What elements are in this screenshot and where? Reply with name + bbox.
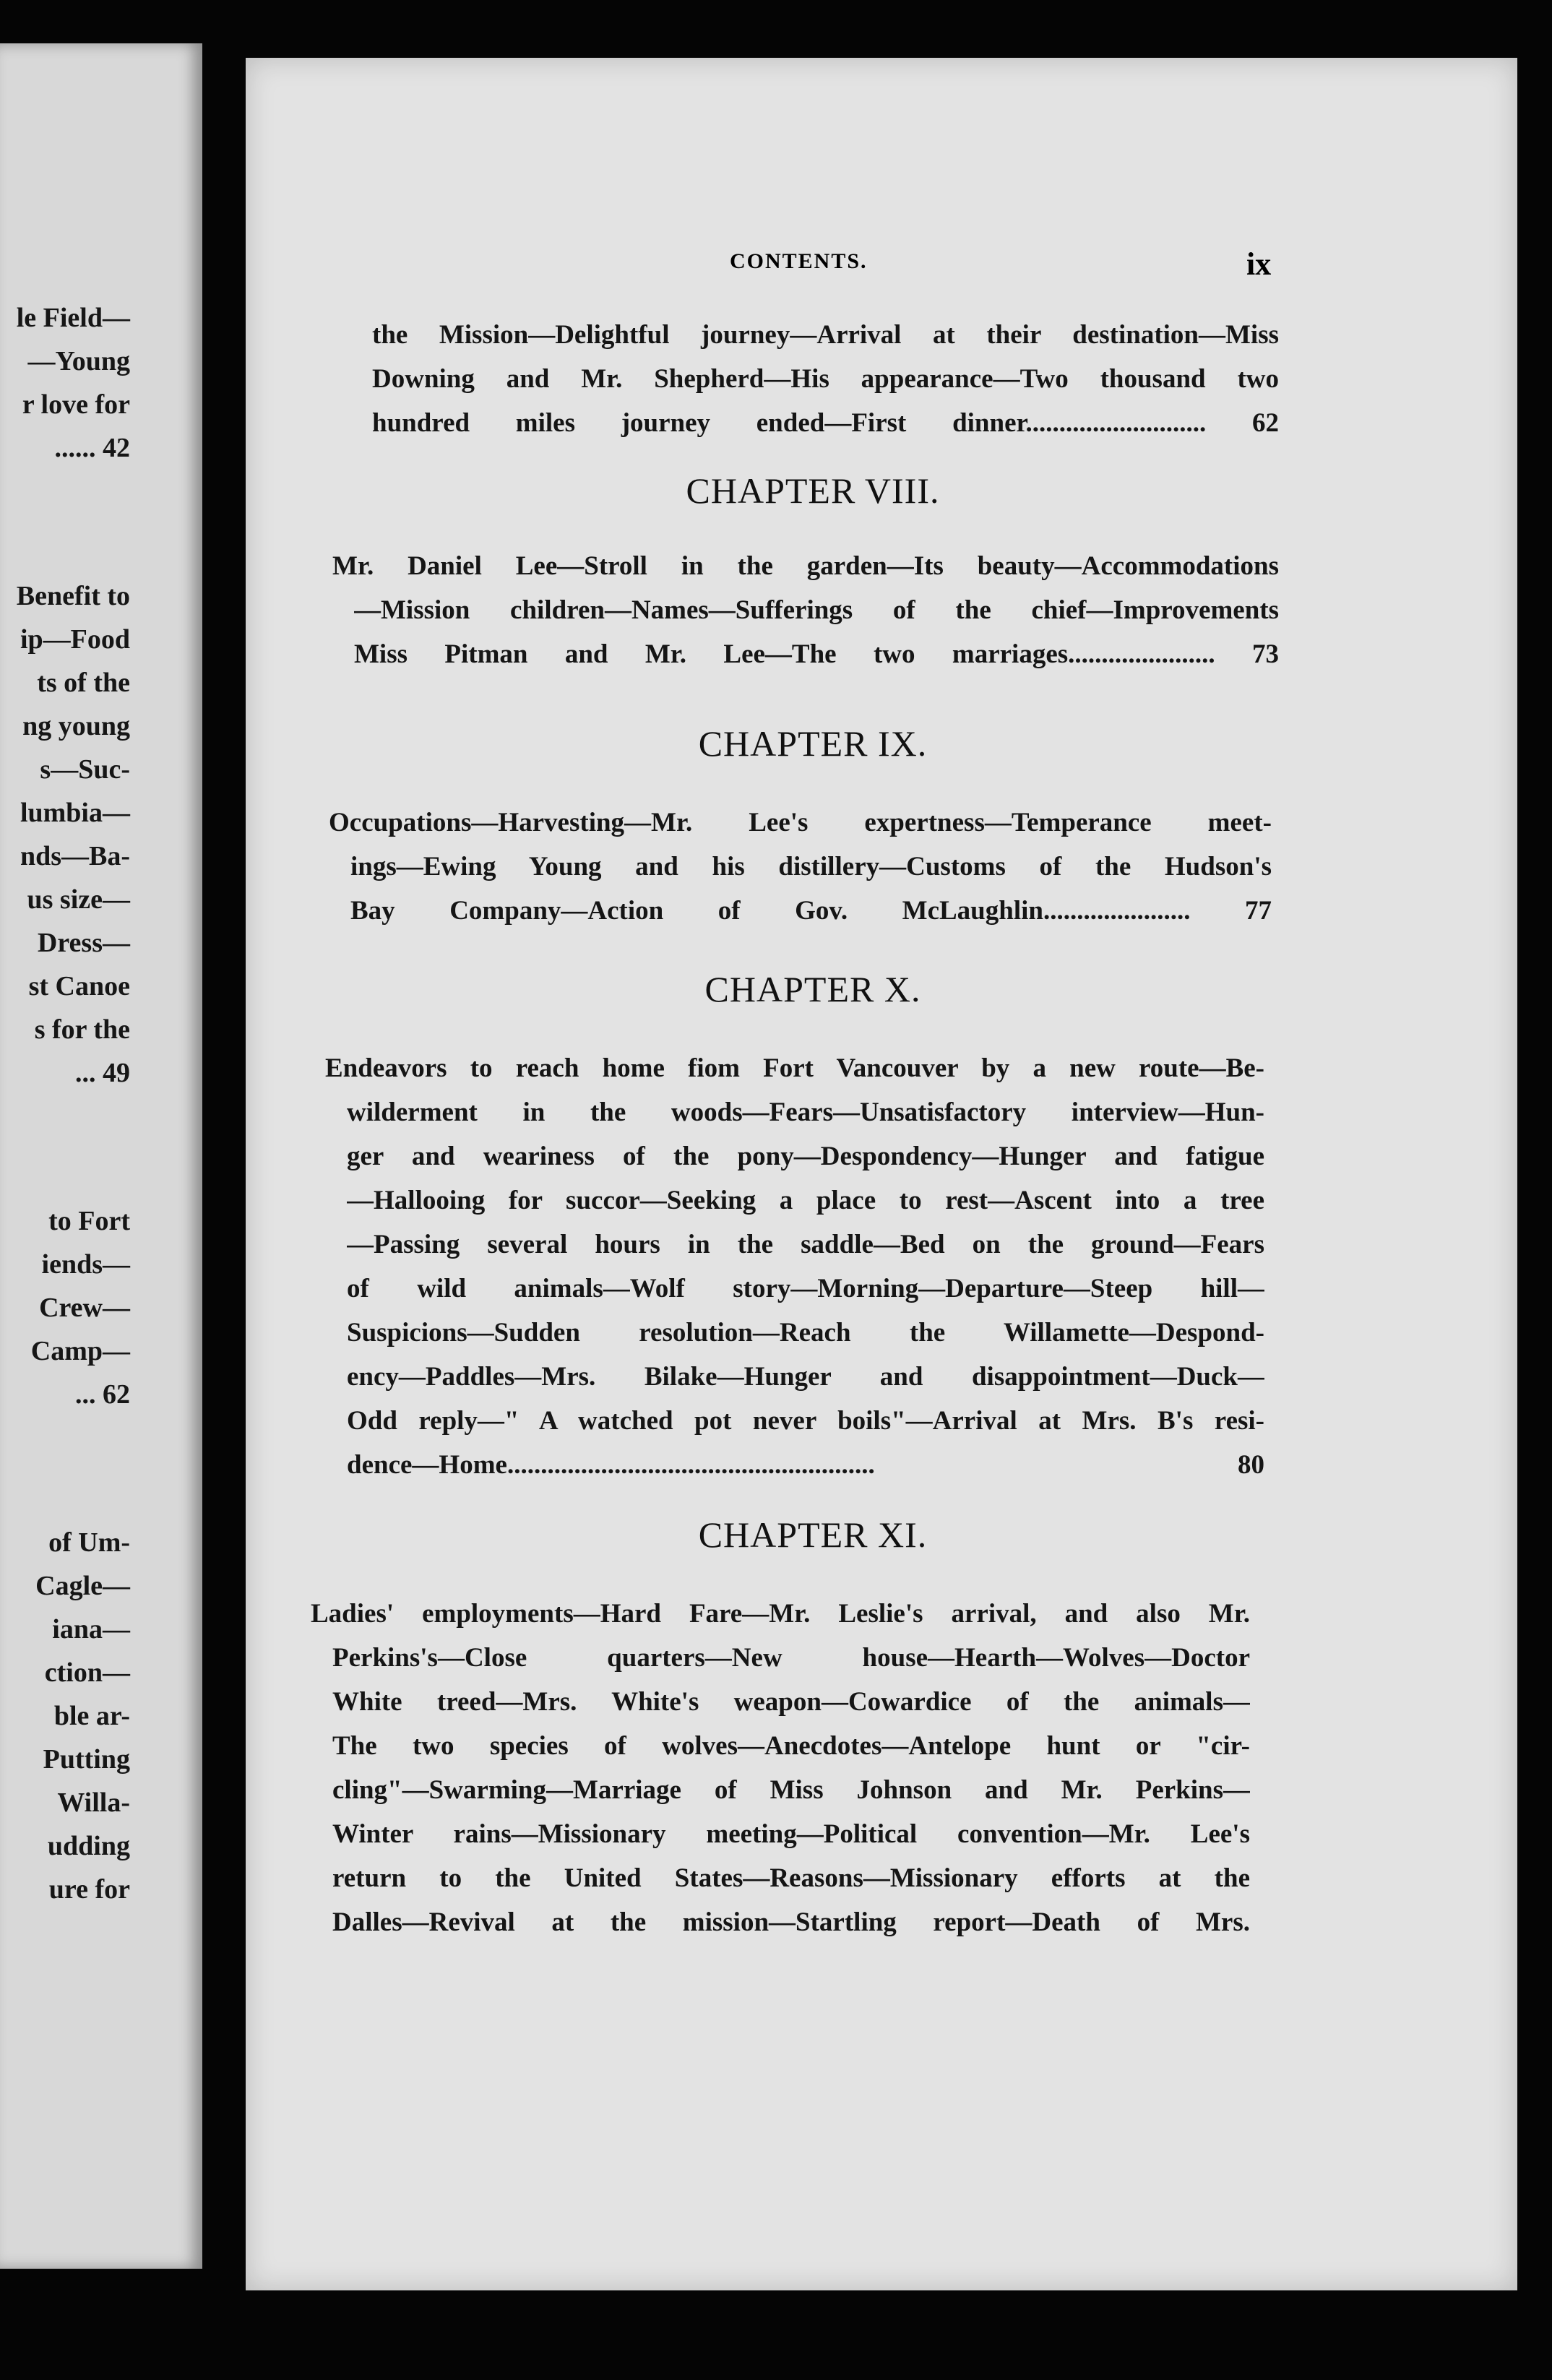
contents-line: Downing and Mr. Shepherd—His appearance—Two thousand two xyxy=(372,364,1279,394)
left-page-line: ng young xyxy=(22,711,130,741)
left-page-line: of Um- xyxy=(48,1527,130,1558)
running-head: CONTENTS. xyxy=(730,249,868,273)
contents-line: Ladies' employments—Hard Fare—Mr. Leslie's arrival, and also Mr. xyxy=(311,1599,1250,1629)
contents-line: Perkins's—Close quarters—New house—Hearth—Wolves—Doctor xyxy=(332,1643,1250,1673)
left-page-line: to Fort xyxy=(48,1206,130,1236)
left-page-line: s for the xyxy=(34,1014,130,1045)
contents-line: Miss Pitman and Mr. Lee—The two marriages...................... 73 xyxy=(354,639,1279,669)
left-page-line: iana— xyxy=(52,1614,130,1644)
contents-line: hundred miles journey ended—First dinner........................... 62 xyxy=(372,408,1279,438)
contents-line: the Mission—Delightful journey—Arrival at their destination—Miss xyxy=(372,320,1279,350)
left-page-line: iends— xyxy=(41,1249,130,1280)
left-page-line: st Canoe xyxy=(28,971,130,1001)
contents-line: Mr. Daniel Lee—Stroll in the garden—Its beauty—Accommodations xyxy=(332,551,1279,581)
left-page-line: ure for xyxy=(48,1874,130,1905)
chapter-heading: CHAPTER X. xyxy=(704,969,921,1009)
left-page-line: s—Suc- xyxy=(40,754,130,785)
contents-line: cling"—Swarming—Marriage of Miss Johnson and Mr. Perkins— xyxy=(332,1775,1250,1805)
chapter-heading: CHAPTER VIII. xyxy=(686,470,940,511)
contents-line: —Passing several hours in the saddle—Bed on the ground—Fears xyxy=(347,1230,1264,1259)
left-page-line: Putting xyxy=(43,1744,130,1775)
contents-line: ings—Ewing Young and his distillery—Customs of the Hudson's xyxy=(350,852,1272,881)
contents-line: The two species of wolves—Anecdotes—Antelope hunt or "cir- xyxy=(332,1731,1250,1761)
left-page-line: Crew— xyxy=(39,1293,130,1323)
chapter-heading: CHAPTER IX. xyxy=(698,723,928,764)
left-page-line: ... 49 xyxy=(75,1058,130,1088)
left-page-line: Benefit to xyxy=(16,581,130,611)
chapter-heading: CHAPTER XI. xyxy=(698,1514,928,1555)
contents-line: Occupations—Harvesting—Mr. Lee's expertness—Temperance meet- xyxy=(329,808,1272,837)
contents-line: White treed—Mrs. White's weapon—Cowardice of the animals— xyxy=(332,1687,1250,1717)
contents-line: —Hallooing for succor—Seeking a place to rest—Ascent into a tree xyxy=(347,1186,1264,1215)
contents-line: ency—Paddles—Mrs. Bilake—Hunger and disappointment—Duck— xyxy=(347,1362,1264,1392)
contents-line: Winter rains—Missionary meeting—Political convention—Mr. Lee's xyxy=(332,1819,1250,1849)
left-page-line: Willa- xyxy=(57,1788,130,1818)
left-page-line: ip—Food xyxy=(20,624,130,655)
contents-line: —Mission children—Names—Sufferings of the chief—Improvements xyxy=(354,595,1279,625)
contents-line: dence—Home....................................................... 80 xyxy=(347,1450,1264,1480)
left-page-line: —Young xyxy=(27,346,130,376)
left-facing-page xyxy=(0,43,202,2269)
left-page-line: le Field— xyxy=(16,303,130,333)
contents-line: Suspicions—Sudden resolution—Reach the Willamette—Despond- xyxy=(347,1318,1264,1348)
left-page-line: lumbia— xyxy=(20,798,130,828)
contents-line: Bay Company—Action of Gov. McLaughlin...................... 77 xyxy=(350,896,1272,926)
left-page-line: ...... 42 xyxy=(54,433,130,463)
left-page-line: nds—Ba- xyxy=(20,841,130,871)
contents-line: of wild animals—Wolf story—Morning—Departure—Steep hill— xyxy=(347,1274,1264,1303)
page-number: ix xyxy=(1246,246,1272,282)
left-page-line: ts of the xyxy=(37,668,130,698)
contents-line: Dalles—Revival at the mission—Startling report—Death of Mrs. xyxy=(332,1907,1250,1937)
left-page-line: Cagle— xyxy=(35,1571,130,1601)
left-page-line: ction— xyxy=(44,1657,130,1688)
contents-line: Odd reply—" A watched pot never boils"—Arrival at Mrs. B's resi- xyxy=(347,1406,1264,1436)
left-page-line: udding xyxy=(47,1831,130,1861)
left-page-line: Dress— xyxy=(37,928,130,958)
contents-line: wilderment in the woods—Fears—Unsatisfactory interview—Hun- xyxy=(347,1098,1264,1127)
contents-line: Endeavors to reach home fiom Fort Vancouver by a new route—Be- xyxy=(325,1053,1264,1083)
left-page-line: us size— xyxy=(27,884,130,915)
left-page-line: ... 62 xyxy=(75,1379,130,1410)
contents-line: return to the United States—Reasons—Missionary efforts at the xyxy=(332,1863,1250,1893)
contents-line: ger and weariness of the pony—Despondency—Hunger and fatigue xyxy=(347,1142,1264,1171)
left-page-line: r love for xyxy=(22,389,130,420)
left-page-line: ble ar- xyxy=(53,1701,130,1731)
left-page-line: Camp— xyxy=(30,1336,130,1366)
